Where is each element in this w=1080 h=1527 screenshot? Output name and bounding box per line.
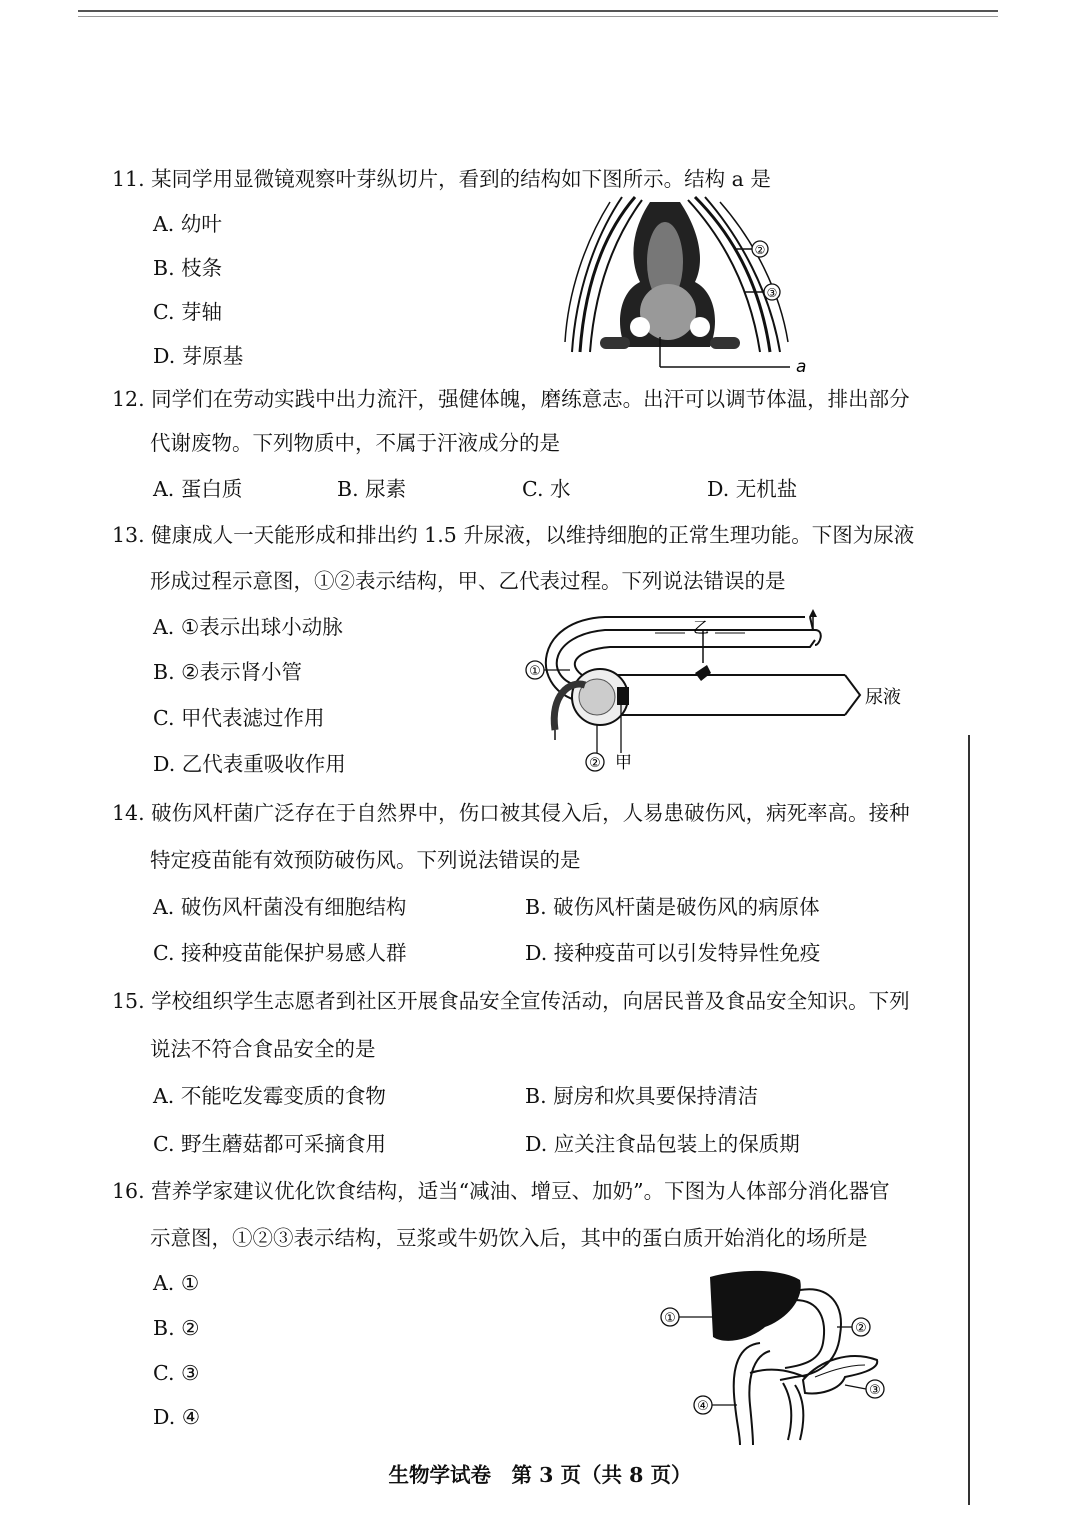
q13-figure-label-1: ① xyxy=(529,664,541,679)
q14-option-b[interactable]: B. 破伤风杆菌是破伤风的病原体 xyxy=(525,895,820,919)
question-16-stem-cont: 示意图，①②③表示结构，豆浆或牛奶饮入后，其中的蛋白质开始消化的场所是 xyxy=(150,1226,868,1250)
q16-option-a[interactable]: A. ① xyxy=(153,1271,200,1295)
q11-figure-label-2: ② xyxy=(754,243,766,257)
margin-line xyxy=(968,735,970,1505)
q11-option-c[interactable]: C. 芽轴 xyxy=(153,300,222,324)
digestive-organs-figure xyxy=(655,1265,895,1450)
q13-figure-label-jia: 甲 xyxy=(615,753,632,773)
question-number: 14. xyxy=(112,801,145,825)
q13-figure-label-urine: 尿液 xyxy=(865,687,901,708)
bud-section-figure xyxy=(560,192,820,382)
q16-figure-label-4: ④ xyxy=(697,1399,709,1414)
q14-option-a[interactable]: A. 破伤风杆菌没有细胞结构 xyxy=(153,895,407,919)
question-text: 营养学家建议优化饮食结构，适当“减油、增豆、加奶”。下图为人体部分消化器官 xyxy=(151,1179,890,1203)
q12-option-d[interactable]: D. 无机盐 xyxy=(707,477,798,501)
q13-option-b[interactable]: B. ②表示肾小管 xyxy=(153,660,302,684)
question-12-stem xyxy=(112,384,910,414)
question-number: 13. xyxy=(112,523,145,547)
top-rule-thin xyxy=(78,16,998,17)
q13-option-a[interactable]: A. ①表示出球小动脉 xyxy=(153,615,343,639)
q13-figure-label-yi: 乙 xyxy=(693,618,710,637)
q15-option-c[interactable]: C. 野生蘑菇都可采摘食用 xyxy=(153,1132,386,1156)
q15-option-d[interactable]: D. 应关注食品包装上的保质期 xyxy=(525,1132,800,1156)
question-number: 12. xyxy=(112,387,145,411)
question-text: 同学们在劳动实践中出力流汗，强健体魄，磨练意志。出汗可以调节体温，排出部分 xyxy=(151,387,910,411)
q13-option-d[interactable]: D. 乙代表重吸收作用 xyxy=(153,752,346,776)
question-number: 11. xyxy=(112,167,145,191)
q16-figure-label-1: ① xyxy=(664,1311,676,1326)
q13-figure-label-2: ② xyxy=(589,756,601,771)
q12-option-c[interactable]: C. 水 xyxy=(522,477,571,501)
q16-option-c[interactable]: C. ③ xyxy=(153,1361,200,1385)
q16-figure-label-3: ③ xyxy=(869,1383,881,1398)
page-footer: 生物学试卷 第 3 页（共 8 页） xyxy=(388,1463,692,1487)
question-14-stem-cont: 特定疫苗能有效预防破伤风。下列说法错误的是 xyxy=(150,848,581,872)
q15-option-a[interactable]: A. 不能吃发霉变质的食物 xyxy=(153,1084,386,1108)
question-15-stem xyxy=(112,986,910,1016)
q12-option-a[interactable]: A. 蛋白质 xyxy=(153,477,243,501)
question-12-stem-cont: 代谢废物。下列物质中，不属于汗液成分的是 xyxy=(150,431,560,455)
nephron-figure xyxy=(515,615,915,780)
question-11-stem xyxy=(112,164,771,194)
q11-figure-label-3: ③ xyxy=(766,286,778,300)
question-13-stem-cont: 形成过程示意图，①②表示结构，甲、乙代表过程。下列说法错误的是 xyxy=(150,569,786,593)
q15-option-b[interactable]: B. 厨房和炊具要保持清洁 xyxy=(525,1084,759,1108)
top-rule xyxy=(78,10,998,12)
q12-option-b[interactable]: B. 尿素 xyxy=(337,477,407,501)
question-text: 某同学用显微镜观察叶芽纵切片，看到的结构如下图所示。结构 a 是 xyxy=(151,167,771,191)
question-text: 健康成人一天能形成和排出约 1.5 升尿液，以维持细胞的正常生理功能。下图为尿液 xyxy=(151,523,915,547)
question-15-stem-cont: 说法不符合食品安全的是 xyxy=(150,1037,376,1061)
question-number: 16. xyxy=(112,1179,145,1203)
q11-option-a[interactable]: A. 幼叶 xyxy=(153,212,222,236)
question-16-stem xyxy=(112,1176,890,1206)
question-text: 学校组织学生志愿者到社区开展食品安全宣传活动，向居民普及食品安全知识。下列 xyxy=(151,989,910,1013)
q14-option-c[interactable]: C. 接种疫苗能保护易感人群 xyxy=(153,941,407,965)
q13-option-c[interactable]: C. 甲代表滤过作用 xyxy=(153,706,325,730)
question-text: 破伤风杆菌广泛存在于自然界中，伤口被其侵入后，人易患破伤风，病死率高。接种 xyxy=(151,801,910,825)
q16-figure-label-2: ② xyxy=(855,1321,867,1336)
question-13-stem xyxy=(112,520,914,550)
q11-option-b[interactable]: B. 枝条 xyxy=(153,256,223,280)
question-14-stem xyxy=(112,798,910,828)
q11-figure-label-a: a xyxy=(796,357,807,377)
q16-option-d[interactable]: D. ④ xyxy=(153,1405,201,1429)
q16-option-b[interactable]: B. ② xyxy=(153,1316,200,1340)
q11-option-d[interactable]: D. 芽原基 xyxy=(153,344,244,368)
q14-option-d[interactable]: D. 接种疫苗可以引发特异性免疫 xyxy=(525,941,821,965)
question-number: 15. xyxy=(112,989,145,1013)
